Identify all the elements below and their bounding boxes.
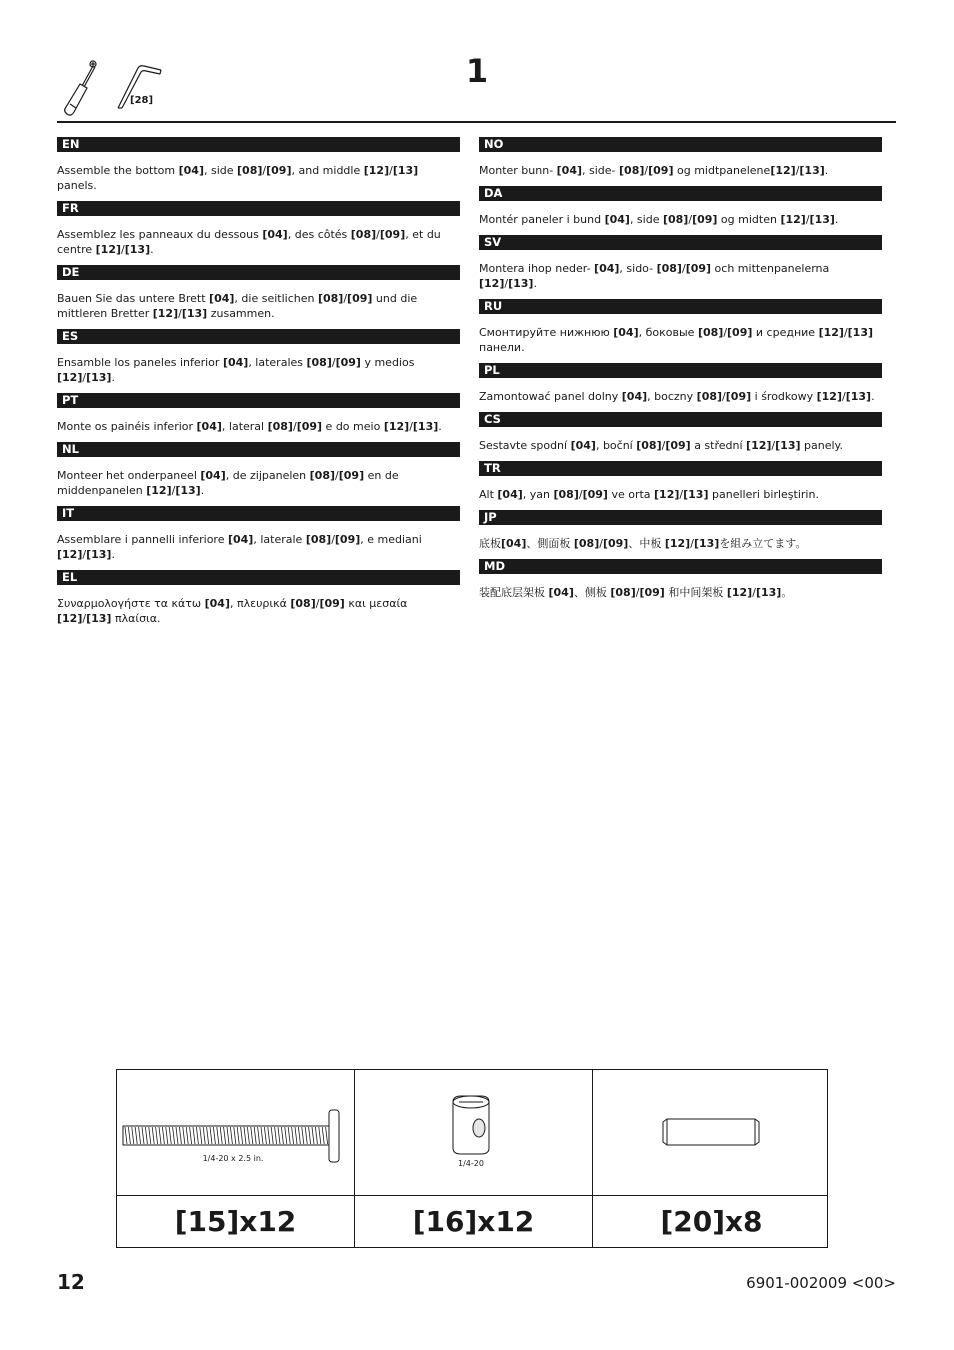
part-cell-barrel-nut bbox=[355, 1070, 592, 1195]
part-quantity-label: [20]x8 bbox=[660, 1205, 763, 1238]
lang-instruction: Monte os painéis inferior [04], lateral [08]/[09] e do meio [12]/[13]. bbox=[57, 420, 442, 433]
lang-block-cs bbox=[479, 412, 882, 453]
lang-code: RU bbox=[479, 299, 882, 314]
lang-block-it bbox=[57, 506, 460, 562]
lang-instruction: Zamontować panel dolny [04], boczny [08]/[09] i środkowy [12]/[13]. bbox=[479, 390, 875, 403]
tool-icons bbox=[60, 56, 165, 118]
lang-code: EN bbox=[57, 137, 460, 152]
lang-block-nl bbox=[57, 442, 460, 498]
lang-block-da bbox=[479, 186, 882, 227]
lang-instruction: Bauen Sie das untere Brett [04], die seitlichen [08]/[09] und die mittleren Bretter [12]/[13] zusammen. bbox=[57, 292, 418, 320]
tool-part-label: [28] bbox=[130, 95, 154, 106]
part-cell-bolt bbox=[117, 1070, 354, 1195]
hardware-parts-table bbox=[116, 1069, 828, 1248]
lang-block-tr bbox=[479, 461, 882, 502]
lang-instruction: Montera ihop neder- [04], sido- [08]/[09] och mittenpanelerna [12]/[13]. bbox=[479, 262, 830, 290]
instructions-right-column bbox=[479, 137, 882, 608]
dowel-icon bbox=[593, 1070, 829, 1195]
lang-instruction: Alt [04], yan [08]/[09] ve orta [12]/[13] panelleri birleştirin. bbox=[479, 488, 819, 501]
lang-instruction: Συναρμολογήστε τα κάτω [04], πλευρικά [08]/[09] και μεσαία [12]/[13] πλαίσια. bbox=[57, 597, 408, 625]
lang-code: IT bbox=[57, 506, 460, 521]
lang-code: NO bbox=[479, 137, 882, 152]
lang-block-es bbox=[57, 329, 460, 385]
lang-code: NL bbox=[57, 442, 460, 457]
part-quantity-label: [15]x12 bbox=[174, 1205, 297, 1238]
lang-instruction: Monter bunn- [04], side- [08]/[09] og midtpanelene[12]/[13]. bbox=[479, 164, 829, 177]
lang-instruction: Смонтируйте нижнюю [04], боковые [08]/[09] и средние [12]/[13] панели. bbox=[479, 326, 874, 354]
lang-block-no bbox=[479, 137, 882, 178]
lang-code: EL bbox=[57, 570, 460, 585]
bolt-icon bbox=[117, 1070, 354, 1195]
lang-instruction: Assemblare i pannelli inferiore [04], laterale [08]/[09], e mediani [12]/[13]. bbox=[57, 533, 422, 561]
lang-block-sv bbox=[479, 235, 882, 291]
lang-instruction: 装配底层架板 [04]、侧板 [08]/[09] 和中间架板 [12]/[13]。 bbox=[479, 586, 793, 599]
lang-instruction: Sestavte spodní [04], boční [08]/[09] a střední [12]/[13] panely. bbox=[479, 439, 843, 452]
lang-instruction: Assemblez les panneaux du dessous [04], des côtés [08]/[09], et du centre [12]/[13]. bbox=[57, 228, 441, 256]
lang-code: PT bbox=[57, 393, 460, 408]
lang-code: PL bbox=[479, 363, 882, 378]
screwdriver-icon bbox=[60, 56, 165, 118]
part-size-label: 1/4-20 x 2.5 in. bbox=[202, 1154, 264, 1163]
lang-block-en bbox=[57, 137, 460, 193]
lang-code: JP bbox=[479, 510, 882, 525]
part-quantity-label: [16]x12 bbox=[412, 1205, 535, 1238]
lang-block-de bbox=[57, 265, 460, 321]
lang-instruction: Assemble the bottom [04], side [08]/[09], and middle [12]/[13] panels. bbox=[57, 164, 419, 192]
lang-code: TR bbox=[479, 461, 882, 476]
header-divider bbox=[57, 121, 896, 123]
lang-code: MD bbox=[479, 559, 882, 574]
lang-code: ES bbox=[57, 329, 460, 344]
lang-block-jp bbox=[479, 510, 882, 551]
lang-code: CS bbox=[479, 412, 882, 427]
instructions-left-column bbox=[57, 137, 460, 634]
lang-instruction: 底板[04]、側面板 [08]/[09]、中板 [12]/[13]を組み立てます。 bbox=[479, 537, 807, 550]
document-code: 6901-002009 <00> bbox=[746, 1274, 896, 1292]
lang-block-ru bbox=[479, 299, 882, 355]
lang-instruction: Ensamble los paneles inferior [04], laterales [08]/[09] y medios [12]/[13]. bbox=[57, 356, 415, 384]
lang-code: DA bbox=[479, 186, 882, 201]
lang-instruction: Monteer het onderpaneel [04], de zijpanelen [08]/[09] en de middenpanelen [12]/[13]. bbox=[57, 469, 399, 497]
part-size-label: 1/4-20 bbox=[458, 1159, 484, 1168]
lang-code: SV bbox=[479, 235, 882, 250]
page-number: 12 bbox=[57, 1270, 85, 1294]
step-number: 1 bbox=[465, 52, 489, 90]
lang-code: FR bbox=[57, 201, 460, 216]
lang-block-fr bbox=[57, 201, 460, 257]
lang-code: DE bbox=[57, 265, 460, 280]
lang-block-el bbox=[57, 570, 460, 626]
lang-block-pt bbox=[57, 393, 460, 434]
lang-block-pl bbox=[479, 363, 882, 404]
lang-block-md bbox=[479, 559, 882, 600]
lang-instruction: Montér paneler i bund [04], side [08]/[09] og midten [12]/[13]. bbox=[479, 213, 839, 226]
barrel-nut-icon bbox=[355, 1070, 592, 1195]
part-cell-dowel bbox=[593, 1070, 829, 1195]
